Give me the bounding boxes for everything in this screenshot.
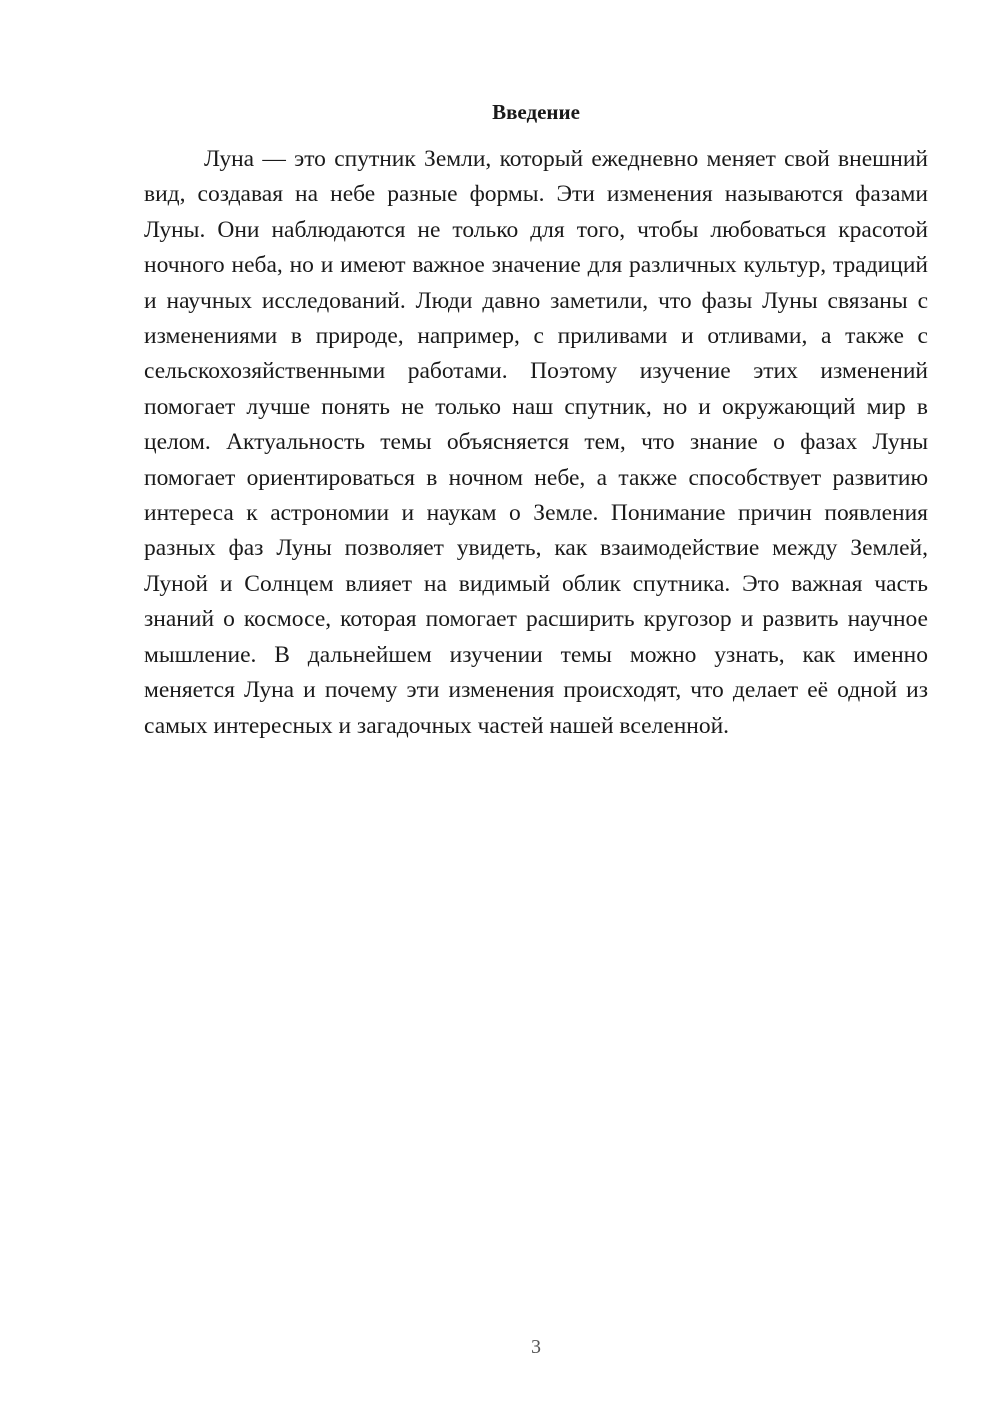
section-heading: Введение bbox=[492, 100, 580, 124]
page-number: 3 bbox=[531, 1336, 541, 1358]
body-paragraph: Луна — это спутник Земли, который ежедневно меняет свой внешний вид, создавая на небе разные формы. Эти изменения называются фазами Луны. Они наблюдаются не только для того, чтобы любоваться красотой ночного неба, но и имеют важное значение для различных культур, традиций и научных исследований. Люди давно заметили, что фазы Луны связаны с изменениями в природе, например, с приливами и отливами, а также с сельскохозяйственными работами. Поэтому изучение этих изменений помогает лучше понять не только наш спутник, но и окружающий мир в целом. Актуальность темы объясняется тем, что знание о фазах Луны помогает ориентироваться в ночном небе, а также способствует развитию интереса к астрономии и наукам о Земле. Понимание причин появления разных фаз Луны позволяет увидеть, как взаимодействие между Землей, Луной и Солнцем влияет на видимый облик спутника. Это важная часть знаний о космосе, которая помогает расширить кругозор и развить научное мышление. В дальнейшем изучении темы можно узнать, как именно меняется Луна и почему эти изменения происходят, что делает её одной из самых интересных и загадочных частей нашей вселенной. bbox=[144, 146, 928, 739]
